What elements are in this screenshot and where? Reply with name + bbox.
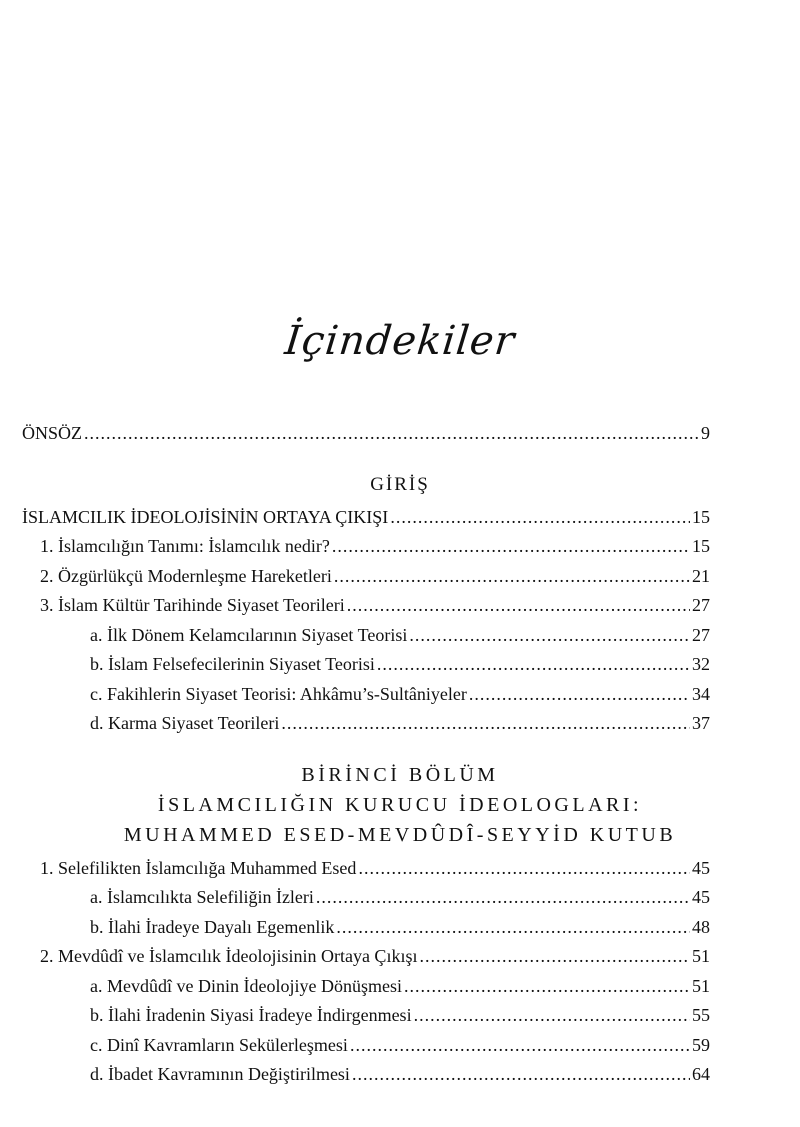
leader-dots — [352, 1061, 690, 1087]
toc-entry[interactable] — [90, 1032, 710, 1058]
toc-entry-label: a. İslamcılıkta Selefiliğin İzleri — [90, 887, 314, 907]
section-subheading: İSLAMCILIĞIN KURUCU İDEOLOGLARI: — [157, 794, 643, 816]
toc-entry-page: 64 — [692, 1064, 710, 1084]
toc-entry[interactable] — [40, 563, 710, 589]
toc-entry[interactable] — [90, 622, 710, 648]
toc-entry[interactable] — [90, 681, 710, 707]
leader-dots — [377, 651, 690, 677]
toc-entry-page: 48 — [692, 917, 710, 937]
section-heading-birinci: BİRİNCİ BÖLÜM — [301, 764, 499, 786]
page-title: İçindekiler — [282, 318, 518, 364]
leader-dots — [332, 533, 690, 559]
toc-entry-page: 32 — [692, 654, 710, 674]
leader-dots — [347, 592, 690, 618]
leader-dots — [281, 710, 690, 736]
leader-dots — [334, 563, 690, 589]
toc-entry[interactable] — [90, 1002, 710, 1028]
toc-entry[interactable] — [90, 1061, 710, 1087]
toc-entry[interactable] — [90, 914, 710, 940]
toc-entry-page: 59 — [692, 1035, 710, 1055]
toc-entry-label: b. İslam Felsefecilerinin Siyaset Teorisi — [90, 654, 375, 674]
toc-entry[interactable] — [40, 592, 710, 618]
toc-entry[interactable] — [40, 855, 710, 881]
leader-dots — [358, 855, 690, 881]
toc-entry[interactable] — [90, 710, 710, 736]
toc-entry-label: c. Fakihlerin Siyaset Teorisi: Ahkâmu’s-Sultâniyeler — [90, 684, 467, 704]
toc-entry-page: 34 — [692, 684, 710, 704]
toc-entry-page: 15 — [692, 507, 710, 527]
toc-entry-page: 21 — [692, 566, 710, 586]
toc-entry-page: 15 — [692, 536, 710, 556]
toc-entry-label: d. Karma Siyaset Teorileri — [90, 713, 280, 733]
toc-entry-label: 2. Özgürlükçü Modernleşme Hareketleri — [40, 566, 332, 586]
toc-entry[interactable] — [90, 651, 710, 677]
toc-entry-page: 27 — [692, 625, 710, 645]
leader-dots — [316, 884, 690, 910]
toc-entry-label: 3. İslam Kültür Tarihinde Siyaset Teorileri — [40, 595, 345, 615]
toc-entry[interactable] — [40, 943, 710, 969]
leader-dots — [469, 681, 690, 707]
toc-entry-label: 2. Mevdûdî ve İslamcılık İdeolojisinin Ortaya Çıkışı — [40, 946, 418, 966]
toc-entry-page: 51 — [692, 946, 710, 966]
toc-entry-page: 51 — [692, 976, 710, 996]
toc-entry-label: c. Dinî Kavramların Sekülerleşmesi — [90, 1035, 348, 1055]
toc-entry-label: d. İbadet Kavramının Değiştirilmesi — [90, 1064, 350, 1084]
toc-entry-label: a. Mevdûdî ve Dinin İdeolojiye Dönüşmesi — [90, 976, 402, 996]
leader-dots — [414, 1002, 690, 1028]
toc-entry[interactable] — [90, 884, 710, 910]
leader-dots — [350, 1032, 690, 1058]
toc-entry-onsoz[interactable] — [22, 420, 710, 446]
toc-entry[interactable] — [40, 533, 710, 559]
toc-entry-page: 55 — [692, 1005, 710, 1025]
toc-entry-label: b. İlahi İradenin Siyasi İradeye İndirgenmesi — [90, 1005, 412, 1025]
leader-dots — [419, 943, 690, 969]
toc-entry-page: 27 — [692, 595, 710, 615]
toc-entry-page: 45 — [692, 858, 710, 878]
leader-dots — [84, 420, 699, 446]
section-subheading: MUHAMMED ESED-MEVDÛDÎ-SEYYİD KUTUB — [123, 824, 677, 846]
toc-entry-page: 9 — [701, 423, 710, 443]
toc-entry-label: 1. İslamcılığın Tanımı: İslamcılık nedir? — [40, 536, 330, 556]
toc-entry-label: 1. Selefilikten İslamcılığa Muhammed Esed — [40, 858, 357, 878]
toc-entry-label: b. İlahi İradeye Dayalı Egemenlik — [90, 917, 335, 937]
leader-dots — [336, 914, 690, 940]
leader-dots — [390, 504, 690, 530]
toc-entry-page: 37 — [692, 713, 710, 733]
toc-entry-label: İSLAMCILIK İDEOLOJİSİNİN ORTAYA ÇIKIŞI — [22, 507, 389, 527]
toc-entry-giris-main[interactable] — [22, 504, 710, 530]
leader-dots — [404, 973, 690, 999]
toc-entry-page: 45 — [692, 887, 710, 907]
section-heading-giris: GİRİŞ — [370, 474, 430, 495]
toc-entry-label: a. İlk Dönem Kelamcılarının Siyaset Teorisi — [90, 625, 408, 645]
leader-dots — [409, 622, 690, 648]
toc-entry-label: ÖNSÖZ — [22, 423, 83, 443]
toc-entry[interactable] — [90, 973, 710, 999]
